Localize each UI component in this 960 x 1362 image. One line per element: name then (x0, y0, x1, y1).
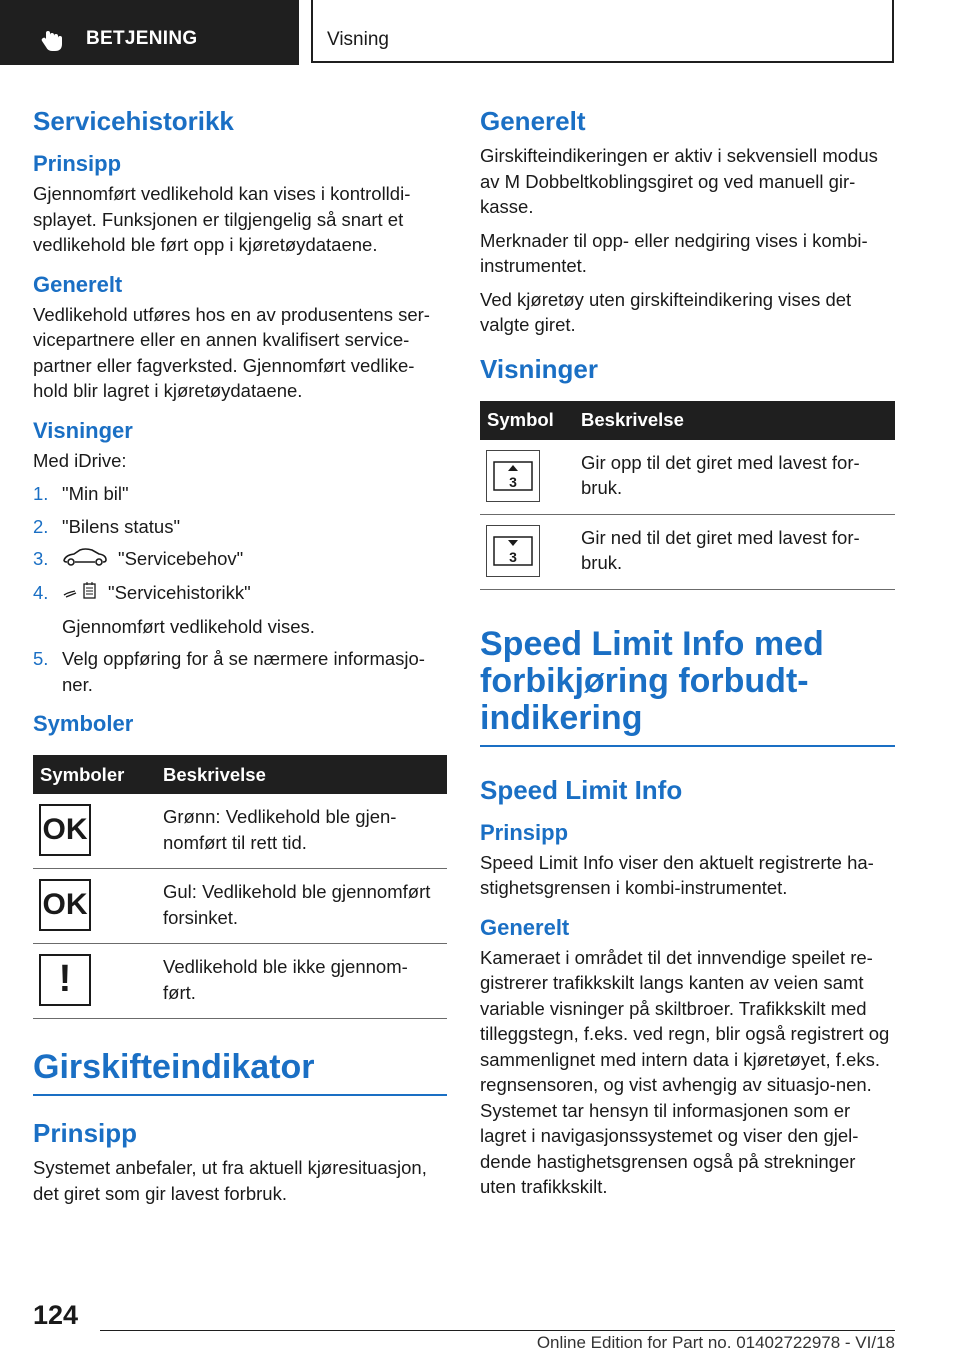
sli-principle-text: Speed Limit Info viser den aktuelt registrerte ha-stighetsgrensen i kombi-instrumentet. (480, 851, 874, 898)
edition-text: Online Edition for Part no. 01402722978 - VI/18 (536, 1333, 895, 1352)
general-paragraph: Girskifteindikeringen er aktiv i sekvensiell modus av M Dobbeltkoblingsgiret og ved manuell gir-kasse. (480, 145, 878, 217)
step-text: "Bilens status" (62, 515, 181, 537)
step-text: "Min bil" (62, 483, 129, 504)
general-paragraph: Ved kjøretøy uten girskifteindikering vises det valgte giret. (480, 288, 852, 335)
step-subtext: Gjennomført vedlikehold vises. (62, 615, 315, 637)
gear-up-icon (486, 450, 540, 502)
symbol-cell (480, 440, 574, 515)
left-column (33, 98, 447, 1214)
page-number: 124 (33, 1300, 79, 1330)
column-header-symbol: Symbol (480, 401, 574, 440)
displays-heading: Visninger (480, 353, 599, 384)
car-icon (62, 547, 108, 574)
description-cell: Gir ned til det giret med lavest for-bruk. (574, 514, 895, 589)
right-column (480, 98, 895, 1208)
symbols-table (33, 755, 447, 1019)
step-text: "Servicehistorikk" (108, 582, 251, 604)
symbol-cell (33, 869, 156, 944)
ok-yellow-icon: OK (39, 879, 91, 931)
displays-heading: Visninger (33, 417, 133, 443)
step-text: Velg oppføring for å se nærmere informasjo-ner. (62, 648, 425, 695)
step-number: 1. (33, 483, 49, 504)
table-header-row (33, 755, 447, 794)
symbol-cell (480, 514, 574, 589)
table-row (480, 514, 895, 589)
symbol-cell (33, 944, 156, 1019)
description-cell: Vedlikehold ble ikke gjennom-ført. (156, 944, 447, 1019)
principle-text: Gjennomført vedlikehold kan vises i kontrolldi-splayet. Funksjonen er tilgjengelig så snart et vedlikehold ble ført opp i kjøretøydataene. (33, 183, 411, 255)
list-item (33, 514, 447, 540)
table-row (480, 440, 895, 515)
symbol-cell (33, 794, 156, 869)
description-cell: Gir opp til det giret med lavest for-bruk. (574, 440, 895, 515)
sli-general-heading: Generelt (480, 914, 570, 940)
service-history-heading: Servicehistorikk (33, 106, 234, 136)
gear-table (480, 401, 895, 590)
service-history-icon (62, 581, 98, 608)
description-cell: Grønn: Vedlikehold ble gjen-nomført til rett tid. (156, 794, 447, 869)
table-header-row (480, 401, 895, 440)
shift-indicator-heading: Girskifteindikator (33, 1049, 447, 1096)
general-paragraph: Merknader til opp- eller nedgiring vises i kombi-instrumentet. (480, 229, 868, 276)
step-text: "Servicebehov" (118, 548, 244, 569)
column-header-description: Beskrivelse (156, 755, 447, 794)
principle-heading: Prinsipp (33, 151, 122, 176)
general-text: Vedlikehold utføres hos en av produsentens ser-vicepartnere eller en annen kvalifisert service-partner eller fagverksted. Gjennomført vedlike-hold blir lagret i kjøretøydataene. (33, 303, 430, 401)
column-header-symbol: Symboler (33, 755, 156, 794)
table-row (33, 869, 447, 944)
list-item (33, 646, 447, 697)
list-item (33, 481, 447, 507)
displays-intro: Med iDrive: (33, 449, 127, 471)
gear-down-icon (486, 525, 540, 577)
hand-icon (40, 27, 66, 58)
step-number: 5. (33, 648, 49, 670)
breadcrumb-label: Visning (327, 29, 389, 50)
breadcrumb (311, 0, 894, 63)
table-row (33, 944, 447, 1019)
list-item (33, 546, 447, 573)
section-tab (0, 0, 299, 65)
speed-limit-subheading: Speed Limit Info (480, 774, 683, 805)
section-label: BETJENING (86, 28, 198, 49)
general-heading: Generelt (480, 106, 586, 136)
speed-limit-heading: Speed Limit Info med forbikjøring forbudt-indikering (480, 626, 895, 747)
step-number: 3. (33, 548, 49, 569)
table-row (33, 794, 447, 869)
step-number: 2. (33, 515, 49, 537)
column-header-description: Beskrivelse (574, 401, 895, 440)
general-heading: Generelt (33, 271, 123, 297)
exclamation-icon: ! (39, 954, 91, 1006)
shift-principle-heading: Prinsipp (33, 1118, 138, 1149)
description-cell: Gul: Vedlikehold ble gjennomført forsinket. (156, 869, 447, 944)
footer-divider (100, 1330, 895, 1331)
sli-general-text: Kameraet i området til det innvendige speilet re-gistrerer trafikkskilt langs kanten av veien samt variable visninger på skiltbroer. Trafikkskilt med tilleggstegn, f.eks. ved regn, blir også registrert og sammenlignet med intern data i kjøretøyet, f.eks. regnsensoren, og vist avhengig av situasjo-nen. Systemet tar hensyn til informasjonen som er lagret i navigasjonssystemet og viser den gjel-dende hastighetsgrensen også på strekninger uten trafikkskilt. (480, 946, 890, 1197)
shift-principle-text: Systemet anbefaler, ut fra aktuell kjøresituasjon, det giret som gir lavest forbruk. (33, 1157, 427, 1204)
gear-number: 3 (509, 548, 517, 565)
list-item (33, 580, 447, 639)
symbols-heading: Symboler (33, 711, 134, 737)
steps-list (33, 481, 447, 697)
ok-green-icon: OK (39, 804, 91, 856)
gear-number: 3 (509, 473, 517, 490)
sli-principle-heading: Prinsipp (480, 819, 569, 845)
step-number: 4. (33, 582, 49, 604)
